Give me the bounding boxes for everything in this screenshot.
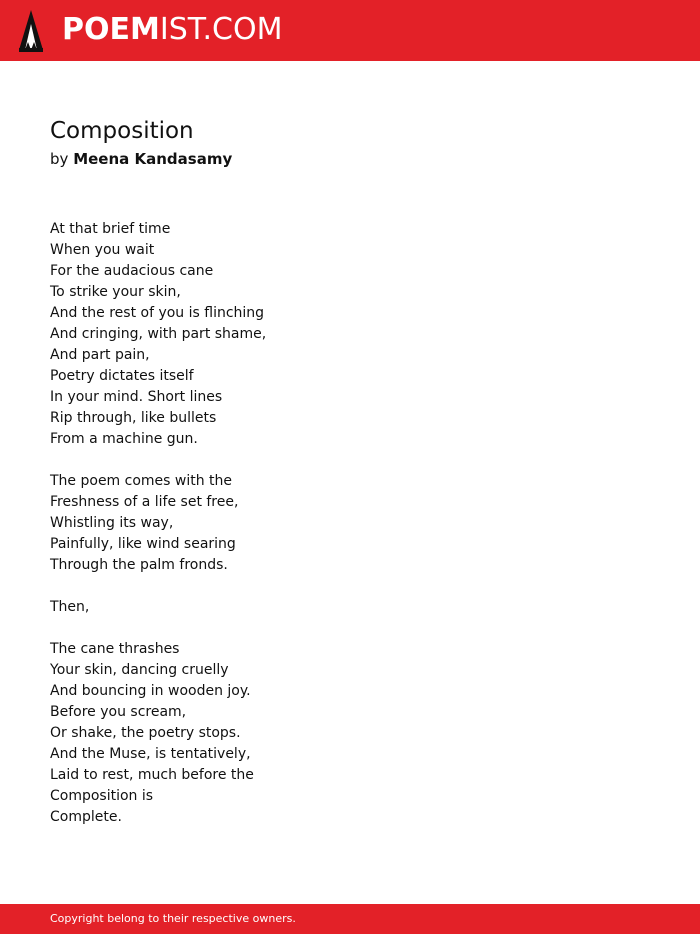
poem-line: Freshness of a life set free, (50, 494, 239, 510)
poem-line: Laid to rest, much before the (50, 767, 254, 783)
poem-line: For the audacious cane (50, 263, 214, 279)
poem-line: Composition is (50, 788, 154, 804)
poem-line: Then, (50, 599, 90, 615)
poem-line: The poem comes with the (50, 473, 233, 489)
poem-line: When you wait (50, 242, 155, 258)
poem-line: To strike your skin, (50, 284, 181, 300)
site-header (0, 0, 700, 61)
poem-stanza (50, 639, 266, 828)
site-footer (0, 904, 700, 934)
poem-line: Before you scream, (50, 704, 187, 720)
poem-line: And the Muse, is tentatively, (50, 746, 251, 762)
poem-line: Painfully, like wind searing (50, 536, 236, 552)
poem-line: And part pain, (50, 347, 150, 363)
poem-stanza (50, 219, 266, 450)
poem-stanza (50, 597, 266, 618)
by-label: by (50, 150, 69, 168)
poem-line: Your skin, dancing cruelly (50, 662, 229, 678)
poem-line: From a machine gun. (50, 431, 198, 447)
author-name: Meena Kandasamy (73, 150, 233, 168)
poem-line: In your mind. Short lines (50, 389, 223, 405)
poem-line: Poetry dictates itself (50, 368, 194, 384)
copyright-text: Copyright belong to their respective owners. (50, 912, 296, 925)
poem-line: And cringing, with part shame, (50, 326, 267, 342)
poem-line: Through the palm fronds. (50, 557, 228, 573)
poem-line: At that brief time (50, 221, 171, 237)
poem-line: The cane thrashes (50, 641, 180, 657)
poem-line: Complete. (50, 809, 122, 825)
poem-line: Whistling its way, (50, 515, 174, 531)
poem-title: Composition (50, 118, 194, 144)
poem-line: Or shake, the poetry stops. (50, 725, 241, 741)
pencil-icon[interactable] (18, 10, 44, 52)
logo-light-text: IST.COM (159, 12, 283, 47)
poem-body (50, 219, 266, 849)
logo-bold-text: POEM (62, 12, 160, 47)
poem-stanza (50, 471, 266, 576)
poem-line: Rip through, like bullets (50, 410, 217, 426)
poem-line: And bouncing in wooden joy. (50, 683, 251, 699)
byline (50, 148, 232, 170)
site-logo[interactable] (62, 11, 282, 49)
poem-line: And the rest of you is flinching (50, 305, 265, 321)
